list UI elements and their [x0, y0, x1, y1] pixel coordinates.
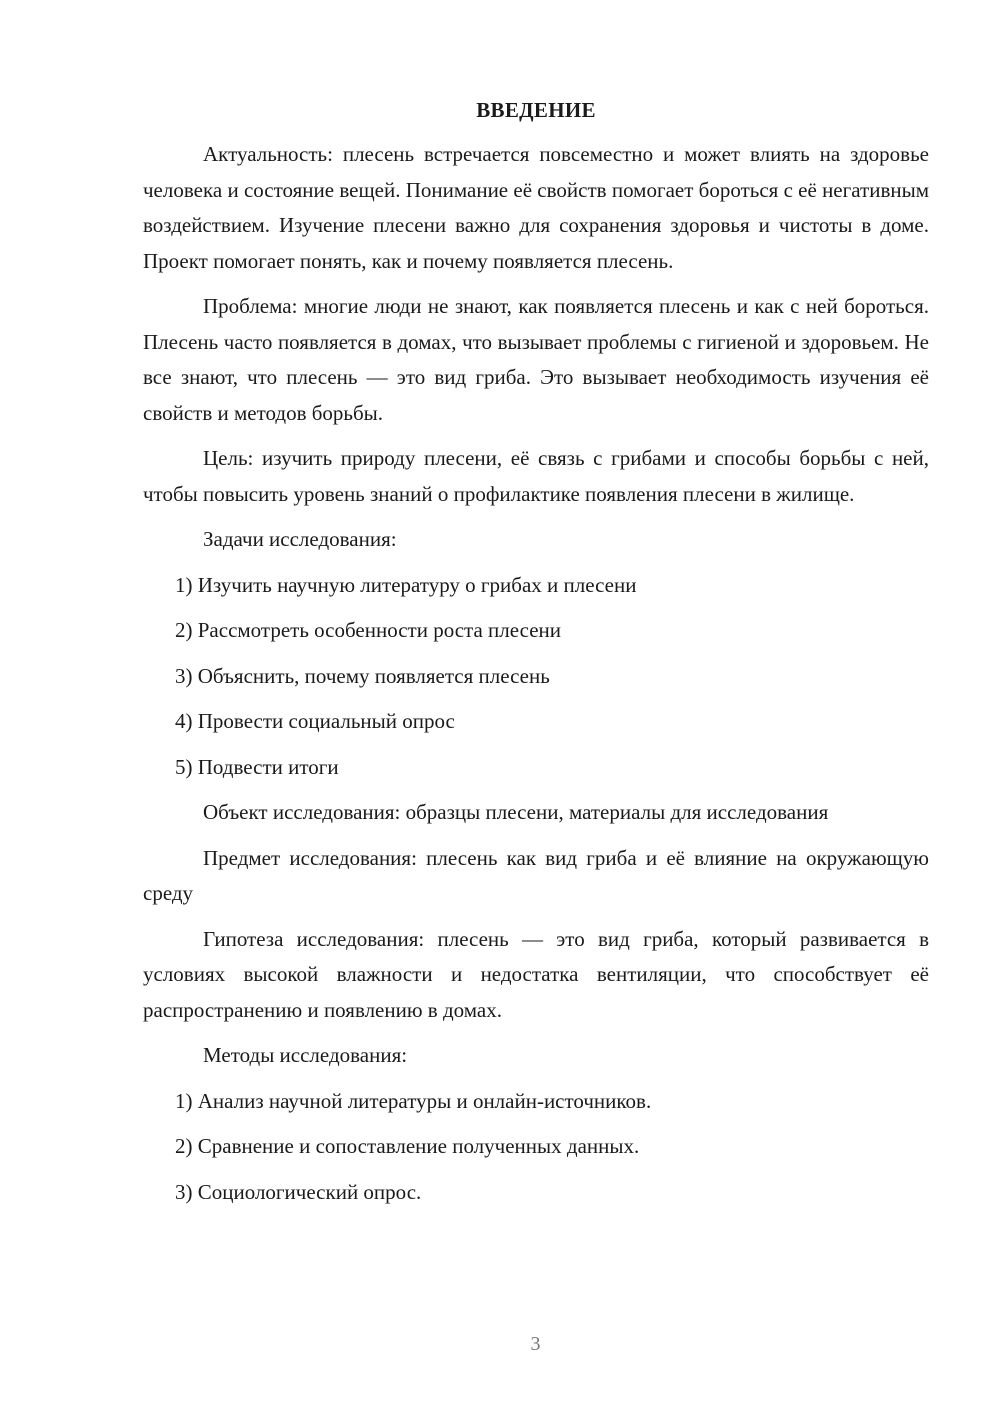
methods-heading: Методы исследования:	[203, 1043, 408, 1067]
page-title: ВВЕДЕНИЕ	[476, 98, 596, 122]
list-item: 2) Рассмотреть особенности роста плесени	[175, 618, 561, 642]
methods-list	[143, 1084, 929, 1211]
list-item: 1) Изучить научную литературу о грибах и плесени	[175, 572, 637, 597]
list-item: 4) Провести социальный опрос	[175, 709, 455, 733]
tasks-list	[143, 568, 929, 786]
subject-paragraph: Предмет исследования: плесень как вид гриба и её влияние на окружающую среду	[143, 845, 929, 905]
problem-paragraph: Проблема: многие люди не знают, как появляется плесень и как с ней бороться. Плесень часто появляется в домах, что вызывает проблемы с гигиеной и здоровьем. Не все знают, что плесень — это вид гриба. Это вызывает необходимость изучения её свойств и методов борьбы.	[143, 294, 929, 425]
list-item: 2) Сравнение и сопоставление полученных данных.	[175, 1134, 640, 1158]
list-item: 3) Социологический опрос.	[175, 1179, 422, 1204]
list-item: 3) Объяснить, почему появляется плесень	[175, 663, 550, 688]
tasks-heading: Задачи исследования:	[203, 527, 397, 551]
relevance-paragraph: Актуальность: плесень встречается повсеместно и может влиять на здоровье человека и состояние вещей. Понимание её свойств помогает бороться с её негативным воздействием. Изучение плесени важно для сохранения здоровья и чистоты в доме. Проект помогает понять, как и почему появляется плесень.	[143, 142, 929, 273]
hypothesis-paragraph: Гипотеза исследования: плесень — это вид гриба, который развивается в условиях высокой влажности и недостатка вентиляции, что способствует её распространению и появлению в домах.	[143, 926, 929, 1022]
page-number: 3	[530, 1333, 541, 1355]
document-page	[143, 95, 929, 1220]
object-paragraph: Объект исследования: образцы плесени, материалы для исследования	[203, 800, 829, 824]
list-item: 5) Подвести итоги	[175, 754, 339, 779]
goal-paragraph: Цель: изучить природу плесени, её связь с грибами и способы борьбы с ней, чтобы повысить уровень знаний о профилактике появления плесени в жилище.	[143, 446, 929, 506]
list-item: 1) Анализ научной литературы и онлайн-источников.	[175, 1088, 652, 1113]
